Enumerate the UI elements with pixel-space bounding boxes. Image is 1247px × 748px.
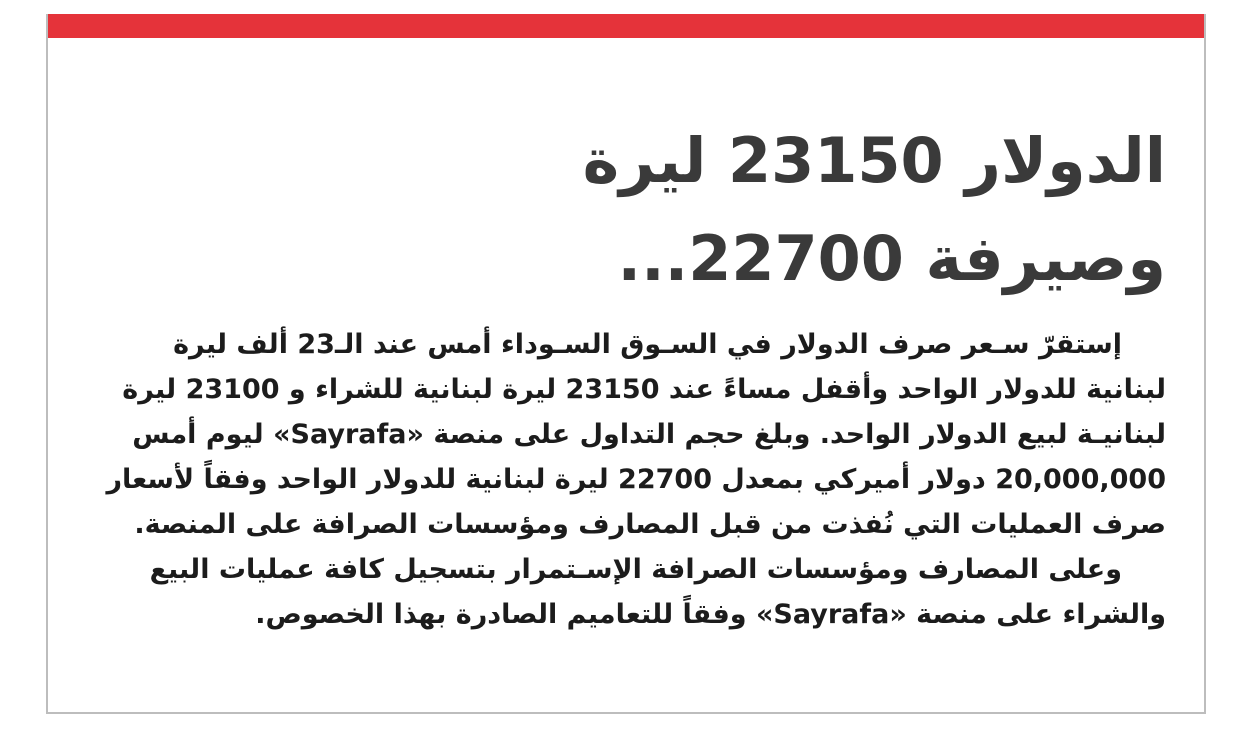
article-card — [46, 14, 1206, 714]
headline-line: وصيرفة 22700... — [617, 222, 1166, 295]
paragraph-line: صرف العمليات التي نُفذت من قبل المصارف ومؤسسات الصرافة على المنصة. — [134, 509, 1166, 540]
headline — [86, 112, 1166, 308]
paragraph-line: لبنانيـة لبيع الدولار الواحد. وبلغ حجم التداول على منصة «Sayrafa» ليوم أمس — [132, 419, 1166, 450]
accent-bar — [48, 14, 1204, 38]
paragraph-line: لبنانية للدولار الواحد وأقفل مساءً عند 23150 ليرة لبنانية للشراء و 23100 ليرة — [122, 374, 1166, 405]
paragraph-line: والشراء على منصة «Sayrafa» وفقاً للتعاميم الصادرة بهذا الخصوص. — [255, 599, 1166, 630]
paragraph-line: وعلى المصارف ومؤسسات الصرافة الإسـتمرار بتسجيل كافة عمليات البيع — [149, 554, 1122, 585]
paragraph-line: إستقرّ سـعر صرف الدولار في السـوق السـوداء أمس عند الـ23 ألف ليرة — [173, 329, 1122, 360]
headline-line: الدولار 23150 ليرة — [582, 124, 1166, 197]
article-body — [86, 322, 1166, 637]
paragraph-line: 20,000,000 دولار أميركي بمعدل 22700 ليرة لبنانية للدولار الواحد وفقاً لأسعار — [106, 464, 1166, 495]
